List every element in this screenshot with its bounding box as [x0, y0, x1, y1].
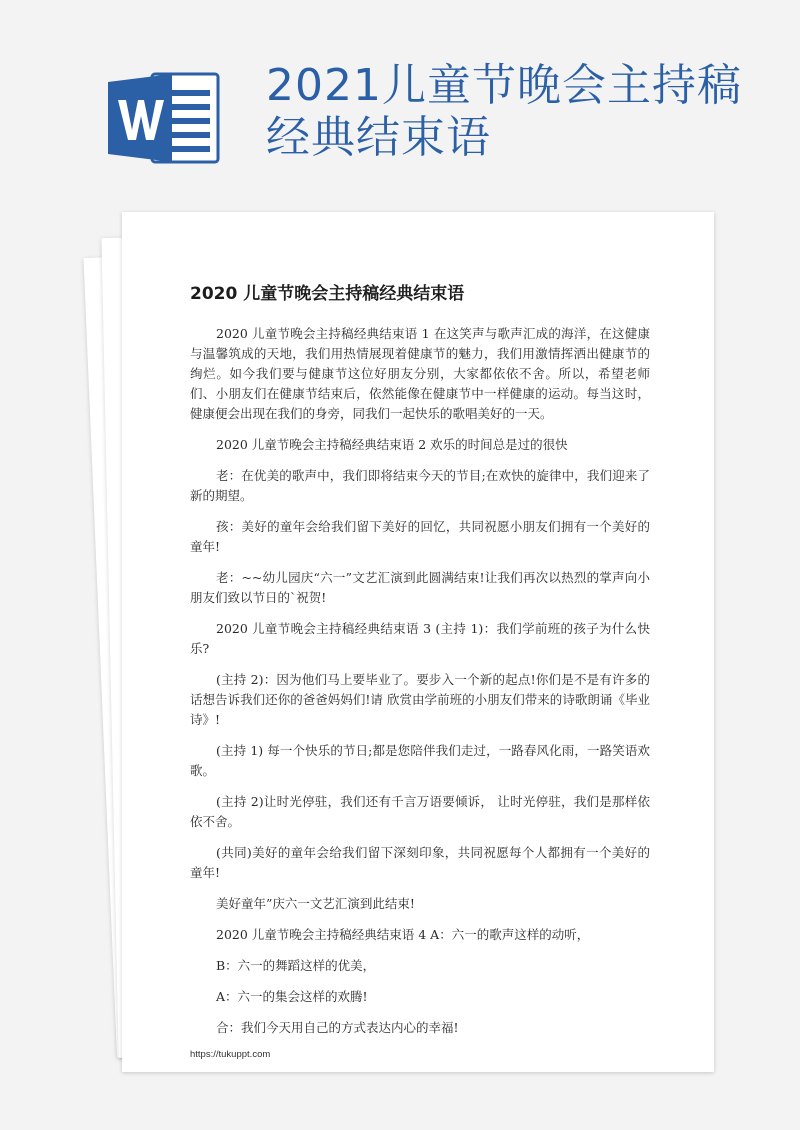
paragraph: 老：~~幼儿园庆“六一”文艺汇演到此圆满结束!让我们再次以热烈的掌声向小朋友们致以节日的`祝贺! — [190, 570, 650, 605]
paragraph: A：六一的集会这样的欢腾! — [216, 989, 368, 1004]
paragraph: 2020 儿童节晚会主持稿经典结束语 2 欢乐的时间总是过的很快 — [216, 437, 568, 452]
document-title: 2020 儿童节晚会主持稿经典结束语 — [190, 284, 465, 304]
paragraph: 2020 儿童节晚会主持稿经典结束语 1 在这笑声与歌声汇成的海洋，在这健康与温馨筑成的天地，我们用热情展现着健康节的魅力，我们用激情挥洒出健康节的绚烂。如今我们要与健康节这位好朋友分别，大家都依依不舍。所以，希望老师们、小朋友们在健康节结束后，依然能像在健康节中一样健康的运动。每当这时，健康便会出现在我们的身旁，同我们一起快乐的歌唱美好的一天。 — [190, 326, 650, 421]
paragraph: (主持 1) 每一个快乐的节日;都是您陪伴我们走过，一路春风化雨，一路笑语欢歌。 — [190, 743, 650, 778]
paragraph: 老：在优美的歌声中，我们即将结束今天的节目;在欢快的旋律中，我们迎来了新的期望。 — [190, 468, 650, 503]
paragraph: 合：我们今天用自己的方式表达内心的幸福! — [216, 1020, 459, 1035]
page-title: 2021儿童节晚会主持稿经典结束语 — [266, 60, 742, 163]
paragraph: B：六一的舞蹈这样的优美， — [216, 958, 376, 973]
word-document-icon — [108, 72, 220, 164]
paragraph: (主持 2)：因为他们马上要毕业了。要步入一个新的起点!你们是不是有许多的话想告诉我们还你的爸爸妈妈们!请 欣赏由学前班的小朋友们带来的诗歌朗诵《毕业诗》! — [190, 672, 650, 727]
paragraph: (主持 2)让时光停驻，我们还有千言万语要倾诉， 让时光停驻，我们是那样依依不舍。 — [190, 794, 650, 829]
paragraph: (共同)美好的童年会给我们留下深刻印象，共同祝愿每个人都拥有一个美好的童年! — [190, 845, 650, 880]
paragraph: 2020 儿童节晚会主持稿经典结束语 4 A：六一的歌声这样的动听， — [216, 927, 590, 942]
document-body — [190, 280, 650, 1060]
paragraph: 美好童年”庆六一文艺汇演到此结束! — [216, 896, 415, 911]
paragraph: 孩：美好的童年会给我们留下美好的回忆，共同祝愿小朋友们拥有一个美好的童年! — [190, 519, 650, 554]
paragraph: 2020 儿童节晚会主持稿经典结束语 3 (主持 1)：我们学前班的孩子为什么快乐? — [190, 621, 650, 656]
header — [0, 0, 800, 200]
footer-url: https://tukuppt.com — [190, 1049, 271, 1060]
